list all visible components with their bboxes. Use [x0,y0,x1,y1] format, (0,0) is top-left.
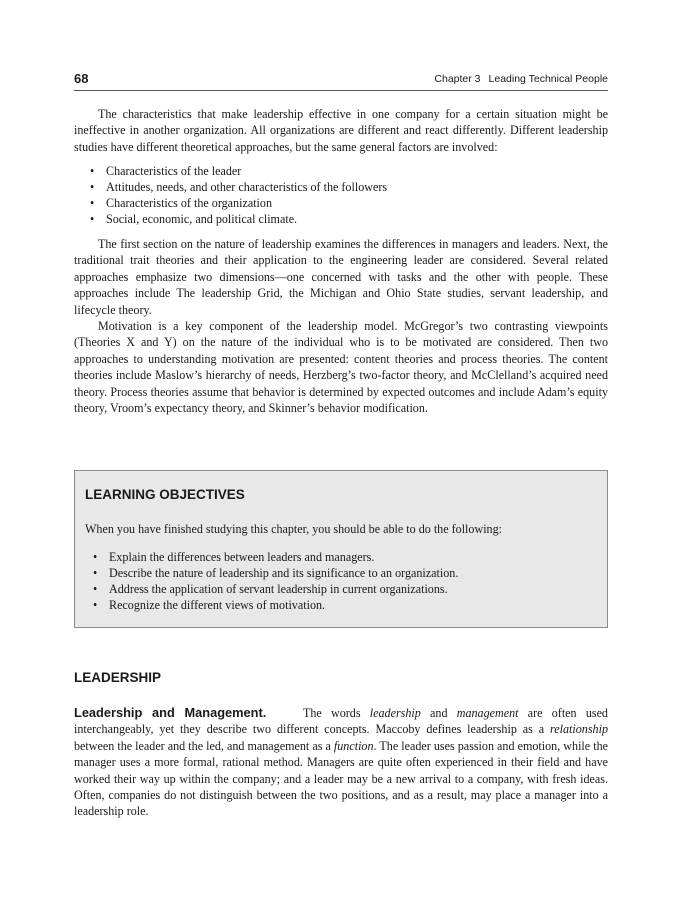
list-item: • Social, economic, and political climate. [90,212,298,227]
body-paragraphs [74,236,608,416]
list-item: • Explain the differences between leaders and managers. [93,550,375,564]
list-item: • Recognize the different views of motivation. [93,598,326,613]
learning-objectives-intro: When you have finished studying this chapter, you should be able to do the following: [85,522,503,536]
page-number: 68 [74,71,89,86]
term-leadership: leadership [369,706,421,720]
list-item: • Characteristics of the organization [90,196,273,211]
paragraph-leadership-nature: The first section on the nature of leadership examines the differences in managers and leaders. Next, the traditional trait theories and their application to the engineering leader are considered. Several related approaches emphasize two dimensions—one concerned with tasks and the other with people. These approaches include The leadership Grid, the Michigan and Ohio State studies, servant leadership, and lifecycle theory. [74,237,608,317]
term-management: management [456,706,519,720]
subsection-heading: Leadership and Management. [74,705,267,720]
leadership-management-paragraph: Leadership and Management. The words leadership and management are often used interchangeably, yet they describe two different concepts. Maccoby defines leadership as a relationship between the leader and the led, and management as a function. The leader uses passion and emotion, while the manager uses a more formal, rational method. Managers are quite often experienced in their field and have worked their way up within the company; and a leader may be a new arrival to a company, with fresh ideas. Often, companies do not distinguish between the two positions, and as a result, may place a manager into a leadership role. [74,705,608,819]
running-header [74,70,608,91]
intro-block [74,106,608,155]
factors-list [74,163,608,227]
paragraph-motivation: Motivation is a key component of the leadership model. McGregor’s two contrasting viewpoints (Theories X and Y) on the nature of the individual who is to be motivated are considered. Then two approaches to understanding motivation are presented: content theories and process theories. The content theories include Maslow’s hierarchy of needs, Herzberg’s two-factor theory, and McClelland’s acquired need theory. Process theories assume that behavior is determined by expected outcomes and include Adam’s equity theory, Vroom’s expectancy theory, and Skinner’s behavior modification. [74,319,608,416]
term-relationship: relationship [549,722,608,737]
learning-objectives-list [75,549,595,613]
running-title [434,73,608,85]
learning-objectives-box [74,470,608,628]
list-item: • Attitudes, needs, and other characteristics of the followers [90,180,388,195]
chapter-label: Chapter 3 [434,73,481,85]
learning-objectives-title: LEARNING OBJECTIVES [85,487,245,502]
section-heading: LEADERSHIP [74,670,162,685]
chapter-title: Leading Technical People [488,73,608,85]
leadership-management-block [74,705,608,820]
intro-paragraph: The characteristics that make leadership effective in one company for a certain situation might be ineffective in another organization. All organizations are different and react differently. Different leadership studies have different theoretical approaches, but the same general factors are involved: [74,107,608,154]
list-item: • Describe the nature of leadership and its significance to an organization. [93,566,459,581]
list-item: • Address the application of servant leadership in current organizations. [93,582,448,597]
term-function: function [333,738,374,753]
list-item: • Characteristics of the leader [90,164,242,178]
